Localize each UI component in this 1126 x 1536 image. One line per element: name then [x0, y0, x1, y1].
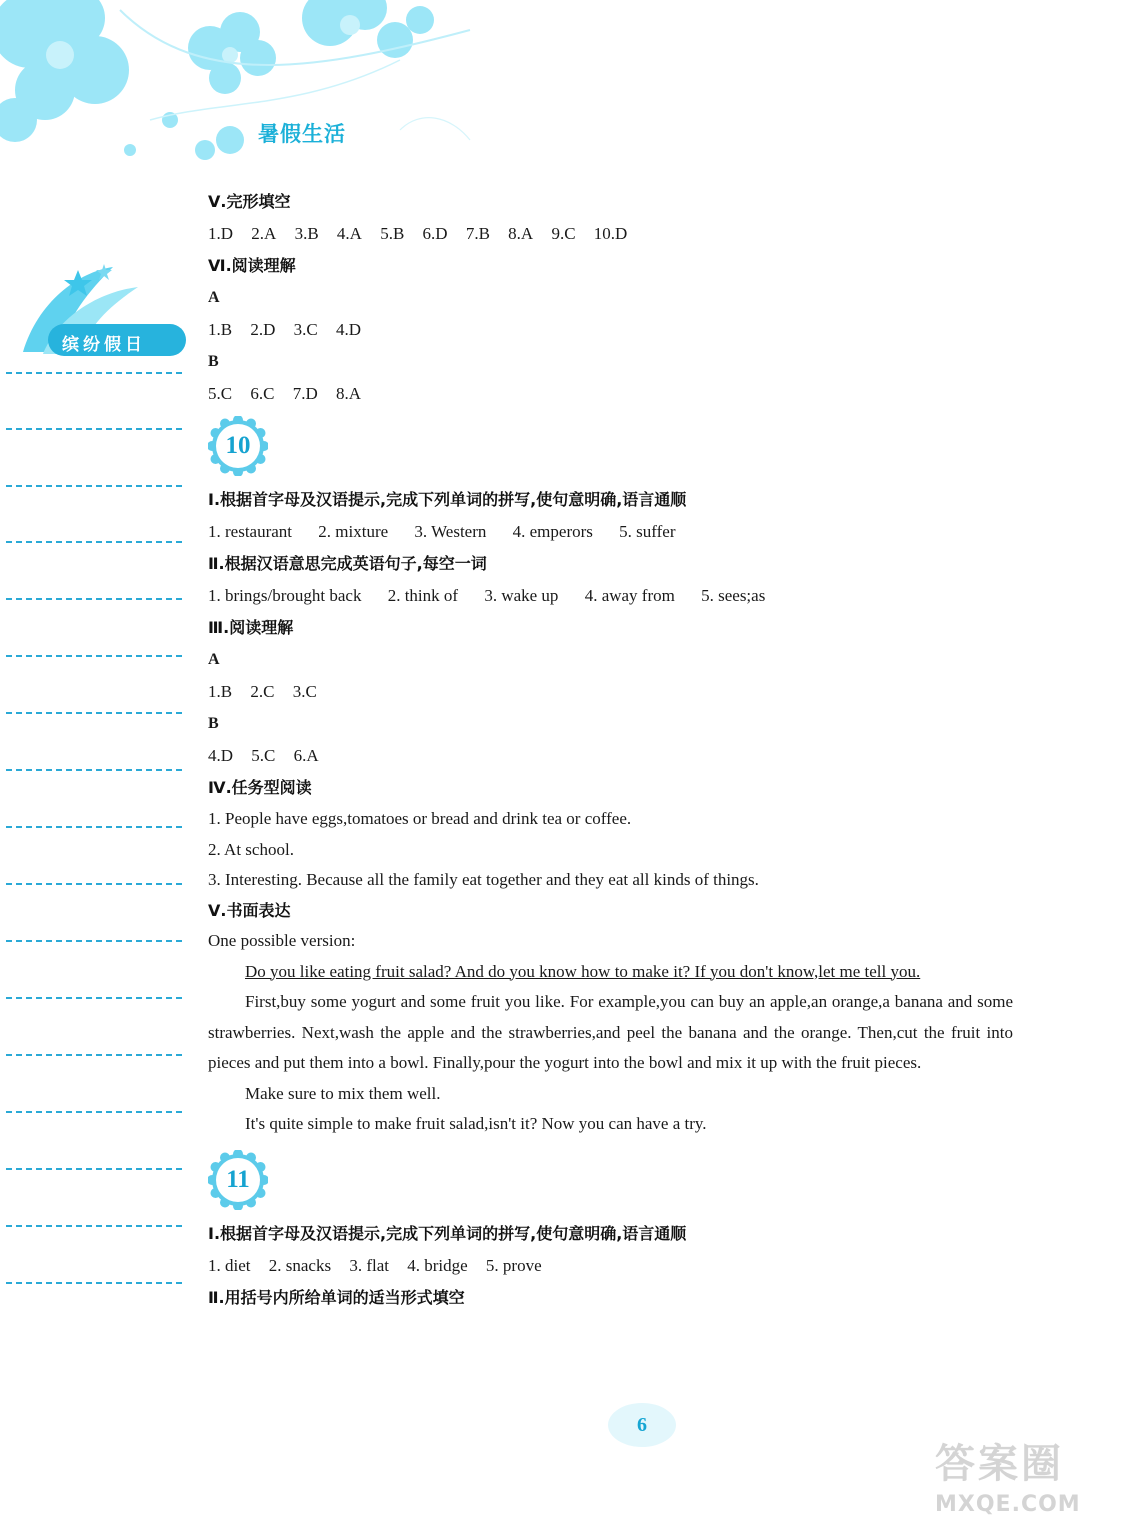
answer-line: 3. Interesting. Because all the family eat together and they eat all kinds of things. — [208, 870, 759, 889]
note-line — [6, 712, 182, 714]
watermark — [935, 1438, 1120, 1533]
section-heading: Ⅰ.根据首字母及汉语提示,完成下列单词的拼写,使句意明确,语言通顺 — [208, 490, 687, 509]
unit-badge — [208, 416, 268, 476]
section-heading: Ⅱ.根据汉语意思完成英语句子,每空一词 — [208, 554, 487, 573]
answer-line: 1. People have eggs,tomatoes or bread and drink tea or coffee. — [208, 809, 632, 828]
answer-row — [208, 740, 1013, 772]
answer: 5. suffer — [619, 522, 676, 541]
answer-content — [208, 186, 1013, 1314]
part-label: A — [208, 289, 220, 306]
answer: 6.C — [250, 384, 275, 403]
watermark-url: MXQE.COM — [935, 1492, 1081, 1517]
answer: 4.D — [208, 746, 234, 765]
answer: 3.C — [293, 320, 318, 339]
answer: 3. Western — [414, 522, 487, 541]
answer: 8.A — [335, 384, 361, 403]
answer: 2.C — [250, 682, 275, 701]
section-heading: Ⅴ.完形填空 — [208, 192, 291, 211]
answer: 3. flat — [349, 1255, 389, 1275]
essay-paragraph: First,buy some yogurt and some fruit you like. For example,you can buy an apple,an orange,a banana and some strawberries. Next,wash the apple and the strawberries,and peel the banana and the orange. Then,cut the fruit into pieces and put them into a bowl. Finally,pour the yogurt into the bowl and mix it up with the fruit pieces. — [208, 992, 1013, 1072]
badge-text: 缤纷假日 — [62, 335, 146, 355]
answer: 1. diet — [208, 1255, 251, 1275]
answer: 2. snacks — [268, 1255, 332, 1275]
answer: 1.D — [208, 224, 234, 243]
note-line — [6, 997, 182, 999]
section-heading: Ⅰ.根据首字母及汉语提示,完成下列单词的拼写,使句意明确,语言通顺 — [208, 1223, 687, 1243]
answer: 7.D — [292, 384, 318, 403]
answer: 2.A — [251, 224, 277, 243]
answer-row — [208, 314, 1013, 346]
page-number: 6 — [637, 1414, 647, 1436]
note-line — [6, 1225, 182, 1227]
answer: 5.B — [380, 224, 405, 243]
answer: 3.B — [294, 224, 319, 243]
answer-row — [208, 580, 1013, 612]
essay-paragraph: It's quite simple to make fruit salad,isn't it? Now you can have a try. — [245, 1114, 707, 1133]
unit-number: 10 — [225, 432, 251, 459]
answer: 5.C — [251, 746, 276, 765]
note-line — [6, 428, 182, 430]
answer-line: 2. At school. — [208, 839, 294, 859]
note-line — [6, 485, 182, 487]
answer: 2.D — [250, 320, 276, 339]
answer-row — [208, 1250, 1013, 1282]
note-line — [6, 940, 182, 942]
part-label: B — [208, 715, 219, 732]
answer: 5. sees;as — [701, 586, 766, 605]
answer: 7.B — [465, 224, 490, 243]
answer: 5.C — [208, 384, 233, 403]
answer-row — [208, 676, 1013, 708]
answer: 4. away from — [584, 586, 675, 605]
answer: 2. mixture — [318, 522, 389, 541]
answer: 3. wake up — [484, 586, 559, 605]
note-line — [6, 1168, 182, 1170]
section-heading: Ⅴ.书面表达 — [208, 900, 291, 920]
answer: 1.B — [208, 320, 233, 339]
note-line — [6, 1111, 182, 1113]
section-heading: Ⅳ.任务型阅读 — [208, 778, 312, 797]
note-line — [6, 655, 182, 657]
essay-paragraph: Make sure to mix them well. — [245, 1083, 441, 1103]
answer: 1.B — [208, 682, 233, 701]
part-label: B — [208, 353, 219, 370]
section-heading: Ⅲ.阅读理解 — [208, 618, 294, 637]
note-line — [6, 541, 182, 543]
note-line — [6, 769, 182, 771]
note-line — [6, 372, 182, 374]
essay-paragraph — [208, 957, 1013, 988]
answer: 4. emperors — [512, 522, 593, 541]
sidebar-badge — [18, 262, 188, 362]
answer-row — [208, 218, 1013, 250]
part-label: A — [208, 651, 220, 668]
unit-badge — [208, 1150, 268, 1210]
note-line — [6, 883, 182, 885]
note-line — [6, 598, 182, 600]
watermark-logo-text: 答案圈 — [935, 1441, 1064, 1487]
answer: 1. brings/brought back — [208, 586, 362, 605]
unit-number: 11 — [226, 1165, 250, 1193]
note-line — [6, 1054, 182, 1056]
header-title: 暑假生活 — [258, 122, 346, 146]
answer: 4.D — [335, 320, 361, 339]
essay-opening-sentence: Do you like eating fruit salad? And do you know how to make it? If you don't know,let me tell you. — [245, 961, 921, 981]
answer-row — [208, 516, 1013, 548]
answer: 1. restaurant — [208, 522, 293, 541]
essay-intro: One possible version: — [208, 931, 356, 950]
answer: 8.A — [508, 224, 534, 243]
answer: 2. think of — [387, 586, 459, 605]
answer-row — [208, 378, 1013, 410]
section-heading: Ⅵ.阅读理解 — [208, 256, 296, 275]
answer: 6.D — [422, 224, 448, 243]
section-heading: Ⅱ.用括号内所给单词的适当形式填空 — [208, 1287, 465, 1307]
note-line — [6, 826, 182, 828]
answer: 3.C — [292, 682, 317, 701]
note-line — [6, 1282, 182, 1284]
answer: 5. prove — [485, 1255, 542, 1275]
answer: 10.D — [593, 224, 628, 243]
answer: 9.C — [551, 224, 576, 243]
answer: 4.A — [336, 224, 362, 243]
answer: 6.A — [293, 746, 319, 765]
answer: 4. bridge — [407, 1255, 468, 1275]
